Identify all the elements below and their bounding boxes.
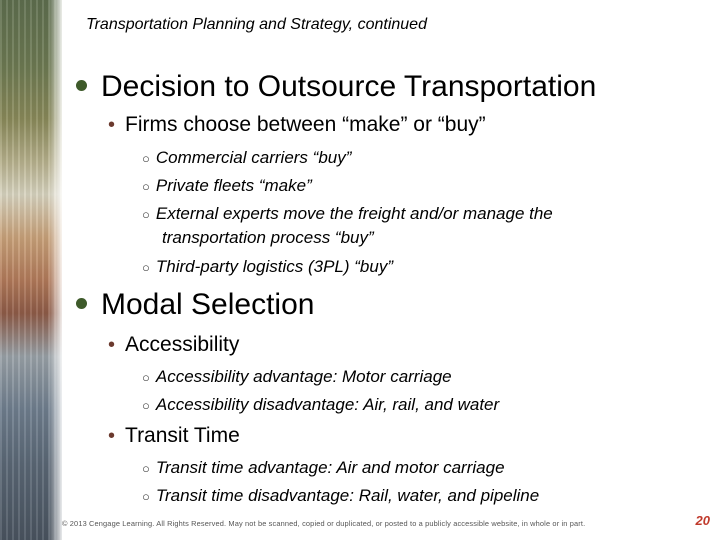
sub-bullet-text: Accessibility (125, 333, 240, 356)
item-commercial-carriers (142, 146, 351, 170)
bullet-dot-icon (76, 80, 87, 91)
item-accessibility-disadvantage (142, 393, 499, 417)
item-text: Accessibility advantage: Motor carriage (155, 367, 452, 386)
item-private-fleets (142, 174, 312, 198)
sub-bullet-make-buy (108, 113, 486, 137)
page-number: 20 (695, 513, 710, 528)
item-transit-advantage (142, 456, 505, 480)
circle-bullet-icon: ○ (142, 370, 150, 385)
bullet-modal-selection (76, 288, 314, 322)
circle-bullet-icon: ○ (142, 151, 150, 166)
item-text-continuation: transportation process “buy” (162, 228, 374, 247)
item-text: Commercial carriers “buy” (155, 148, 352, 167)
circle-bullet-icon: ○ (142, 398, 150, 413)
heading-text: Modal Selection (101, 288, 315, 321)
item-text: Private fleets “make” (155, 176, 312, 195)
sub-bullet-icon: • (108, 114, 116, 136)
decorative-photo-strip (0, 0, 62, 540)
bullet-dot-icon (76, 298, 87, 309)
slide (62, 0, 720, 540)
heading-text: Decision to Outsource Transportation (101, 70, 597, 103)
item-accessibility-advantage (142, 365, 452, 389)
circle-bullet-icon: ○ (142, 489, 150, 504)
item-external-experts (142, 202, 553, 249)
sub-bullet-icon: • (108, 425, 116, 447)
sub-bullet-icon: • (108, 334, 116, 356)
item-text: Transit time disadvantage: Rail, water, and pipeline (155, 486, 540, 505)
sub-bullet-text: Transit Time (125, 424, 240, 447)
circle-bullet-icon: ○ (142, 260, 150, 275)
item-third-party-logistics (142, 255, 393, 279)
slide-title: Transportation Planning and Strategy, continued (86, 16, 427, 33)
circle-bullet-icon: ○ (142, 207, 150, 222)
item-text: Accessibility disadvantage: Air, rail, and water (155, 395, 500, 414)
circle-bullet-icon: ○ (142, 179, 150, 194)
item-transit-disadvantage (142, 484, 539, 508)
sub-bullet-accessibility (108, 333, 239, 357)
circle-bullet-icon: ○ (142, 461, 150, 476)
sub-bullet-text: Firms choose between “make” or “buy” (125, 113, 486, 136)
sub-bullet-transit-time (108, 424, 240, 448)
bullet-decision-outsource (76, 70, 596, 104)
item-text: Third-party logistics (3PL) “buy” (155, 257, 393, 276)
item-text: External experts move the freight and/or manage the (155, 204, 553, 223)
copyright-footer: © 2013 Cengage Learning. All Rights Reserved. May not be scanned, copied or duplicated, or posted to a publicly accessible website, in whole or in part. (62, 519, 586, 528)
item-text: Transit time advantage: Air and motor carriage (155, 458, 505, 477)
